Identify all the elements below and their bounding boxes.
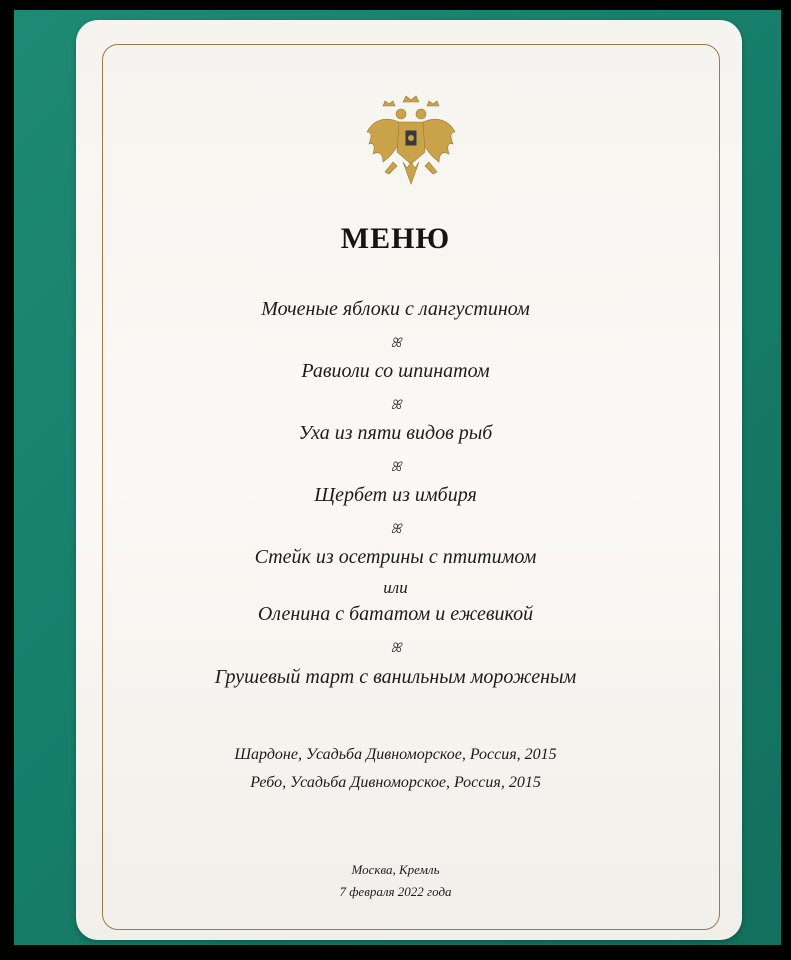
dish-6: Оленина с бататом и ежевикой — [257, 603, 534, 625]
dish-3: Уха из пяти видов рыб — [298, 422, 493, 444]
location-text: Москва, Кремль — [351, 862, 440, 877]
wine-2: Ребо, Усадьба Дивноморское, Россия, 2015 — [250, 774, 541, 791]
ornament-divider-icon: ꕤ — [390, 521, 401, 536]
dish-7: Грушевый тарт с ванильным мороженым — [214, 666, 577, 688]
ornament-divider-icon: ꕤ — [390, 640, 401, 655]
wine-1: Шардоне, Усадьба Дивноморское, Россия, 2015 — [234, 746, 557, 763]
dish-1: Моченые яблоки с лангустином — [261, 298, 530, 320]
dish-4: Щербет из имбиря — [314, 484, 477, 506]
dish-5: Стейк из осетрины с птитимом — [254, 546, 537, 568]
ornament-divider-icon: ꕤ — [390, 459, 401, 474]
menu-title: МЕНЮ — [340, 222, 451, 255]
or-connector: или — [383, 578, 408, 597]
ornament-divider-icon: ꕤ — [390, 335, 401, 350]
coat-of-arms-icon — [363, 92, 459, 192]
dish-2: Равиоли со шпинатом — [301, 360, 490, 382]
date-text: 7 февраля 2022 года — [339, 884, 452, 899]
ornament-divider-icon: ꕤ — [390, 397, 401, 412]
